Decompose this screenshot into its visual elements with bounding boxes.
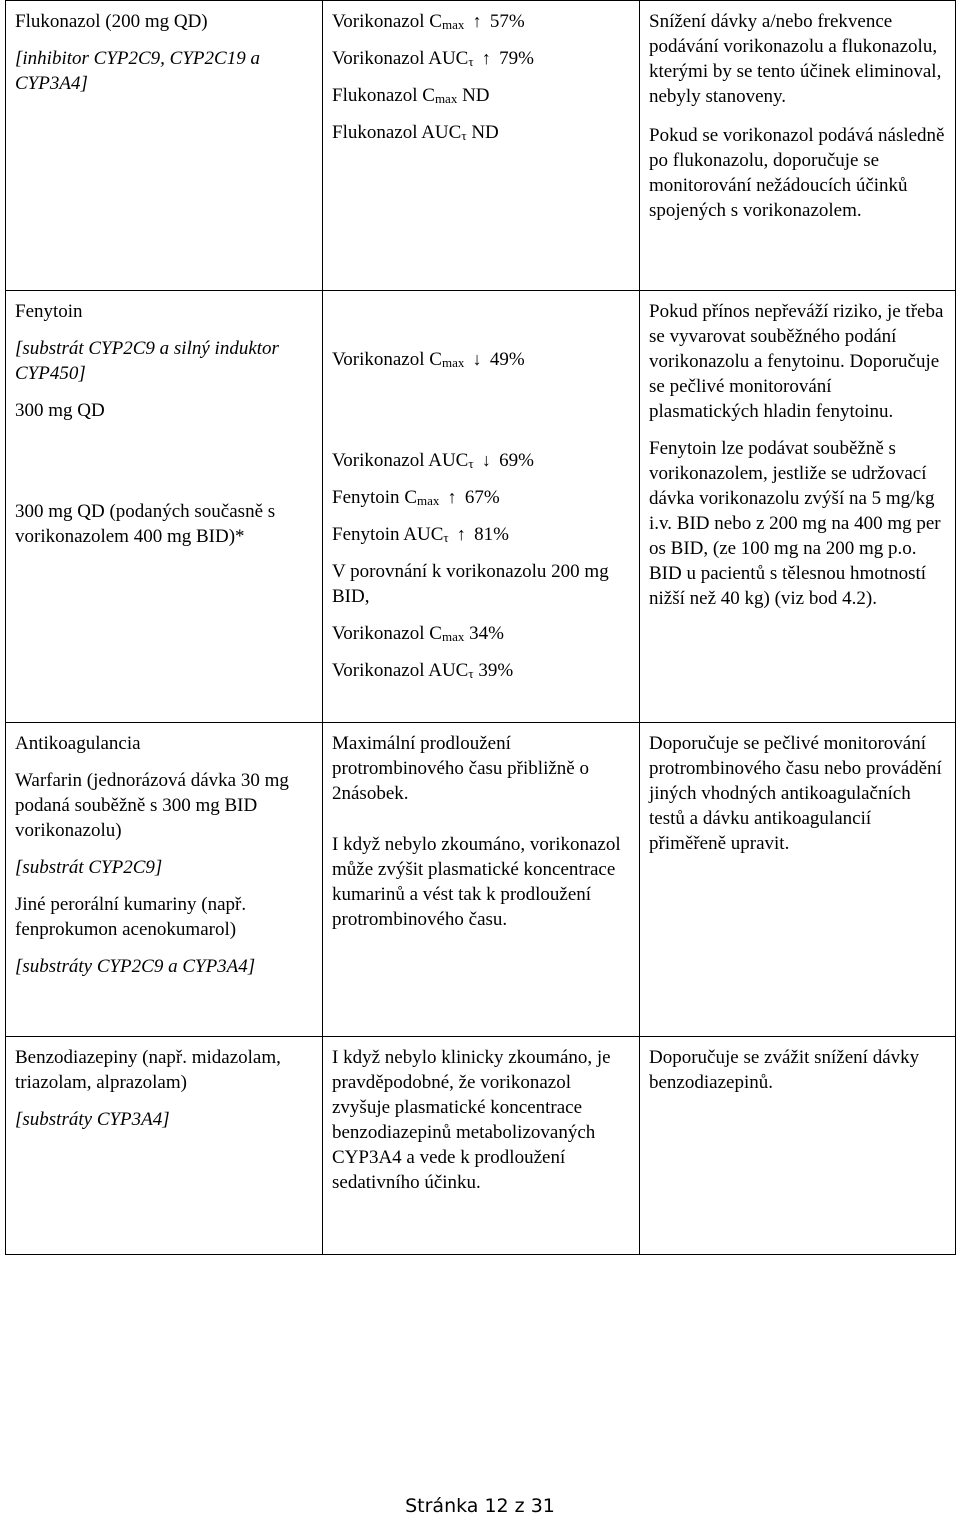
recommendation-cell: [640, 1, 956, 291]
pk-line: Flukonazol $C_{max}$ ND: [332, 85, 490, 106]
recommendation-text: Snížení dávky a/nebo frekvence podávání vorikonazolu a flukonazolu, kterými by se tento účinek eliminoval, nebyly stanoveny.: [649, 11, 942, 107]
recommendation-cell: [640, 723, 956, 1037]
effect-cell: [323, 723, 640, 1037]
effect-cell: [323, 1037, 640, 1255]
interaction-table: [5, 0, 956, 1255]
pk-line: Fenytoin $C_{max}$ ↑ 67%: [332, 487, 500, 508]
drug-name: Fenytoin: [15, 301, 83, 322]
recommendation-text: Doporučuje se zvážit snížení dávky benzodiazepinů.: [649, 1047, 920, 1093]
recommendation-text: Pokud se vorikonazol podává následně po flukonazolu, doporučuje se monitorování nežádoucích účinků spojených s vorikonazolem.: [649, 125, 945, 221]
table-row-fenytoin: [6, 291, 956, 723]
dose-text: 300 mg QD (podaných současně s vorikonazolem 400 mg BID)*: [15, 501, 276, 547]
effect-text: Maximální prodloužení protrombinového času přibližně o 2násobek.: [332, 733, 589, 804]
table-row-benzodiazepiny: [6, 1037, 956, 1255]
dose-text: 300 mg QD: [15, 400, 105, 421]
pk-line: Flukonazol $AUC_\tau$ ND: [332, 122, 499, 143]
table-row-flukonazol: [6, 1, 956, 291]
drug-mechanism: [substráty CYP2C9 a CYP3A4]: [15, 956, 256, 977]
pk-line: Fenytoin $AUC_\tau$ ↑ 81%: [332, 524, 509, 545]
pk-line: Vorikonazol $C_{max}$ ↑ 57%: [332, 11, 525, 32]
drug-name: Flukonazol (200 mg QD): [15, 11, 208, 32]
recommendation-cell: [640, 1037, 956, 1255]
drug-cell: [6, 291, 323, 723]
drug-name: Jiné perorální kumariny (např. fenprokumon acenokumarol): [15, 894, 247, 940]
arrow-down-icon: ↓: [481, 450, 491, 470]
pk-line: Vorikonazol $AUC_\tau$ ↑ 79%: [332, 48, 534, 69]
arrow-up-icon: ↑: [447, 487, 457, 507]
comparison-text: V porovnání k vorikonazolu 200 mg BID,: [332, 561, 609, 607]
arrow-up-icon: ↑: [472, 11, 482, 31]
effect-text: I když nebylo klinicky zkoumáno, je pravděpodobné, že vorikonazol zvyšuje plasmatické koncentrace benzodiazepinů metabolizovaných CYP3A4 a vede k prodloužení sedativního účinku.: [332, 1047, 611, 1193]
recommendation-text: Doporučuje se pečlivé monitorování protrombinového času nebo provádění jiných vhodných antikoagulačních testů a dávku antikoagulancií přiměřeně upravit.: [649, 733, 942, 854]
drug-mechanism: [substrát CYP2C9]: [15, 857, 163, 878]
drug-mechanism: [substráty CYP3A4]: [15, 1109, 170, 1130]
drug-cell: [6, 1037, 323, 1255]
recommendation-text: Fenytoin lze podávat souběžně s vorikonazolem, jestliže se udržovací dávka vorikonazolu zvýší na 5 mg/kg i.v. BID nebo z 200 mg na 400 mg per os BID, (ze 100 mg na 200 mg p.o. BID u pacientů s tělesnou hmotností nižší než 40 kg) (viz bod 4.2).: [649, 438, 941, 609]
drug-mechanism: [inhibitor CYP2C9, CYP2C19 a CYP3A4]: [15, 48, 260, 94]
arrow-up-icon: ↑: [481, 48, 491, 68]
effect-cell: [323, 1, 640, 291]
drug-cell: [6, 723, 323, 1037]
drug-name: Antikoagulancia: [15, 733, 141, 754]
table-row-antikoagulancia: [6, 723, 956, 1037]
drug-cell: [6, 1, 323, 291]
effect-cell: [323, 291, 640, 723]
recommendation-cell: [640, 291, 956, 723]
drug-mechanism: [substrát CYP2C9 a silný induktor CYP450]: [15, 338, 279, 384]
drug-dose: Warfarin (jednorázová dávka 30 mg podaná souběžně s 300 mg BID vorikonazolu): [15, 770, 289, 841]
arrow-down-icon: ↓: [472, 349, 482, 369]
pk-line: Vorikonazol $AUC_\tau$ 39%: [332, 660, 514, 681]
drug-name: Benzodiazepiny (např. midazolam, triazolam, alprazolam): [15, 1047, 281, 1093]
pk-line: Vorikonazol $AUC_\tau$ ↓ 69%: [332, 450, 534, 471]
effect-text: I když nebylo zkoumáno, vorikonazol může zvýšit plasmatické koncentrace kumarinů a vést tak k prodloužení protrombinového času.: [332, 834, 621, 930]
recommendation-text: Pokud přínos nepřeváží riziko, je třeba se vyvarovat souběžného podání vorikonazolu a fenytoinu. Doporučuje se pečlivé monitorování plasmatických hladin fenytoinu.: [649, 301, 944, 422]
arrow-up-icon: ↑: [456, 524, 466, 544]
pk-line: Vorikonazol $C_{max}$ 34%: [332, 623, 504, 644]
page-number: Stránka 12 z 31: [405, 1495, 555, 1517]
pk-line: Vorikonazol $C_{max}$ ↓ 49%: [332, 349, 525, 370]
